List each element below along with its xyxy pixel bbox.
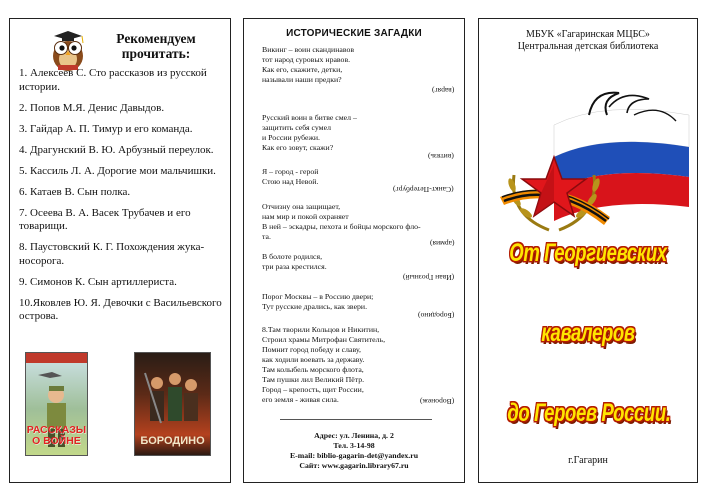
book-item: 7. Осеева В. А. Васек Трубачев и его товарищи. — [19, 206, 191, 232]
riddle-7 — [262, 325, 458, 405]
riddle-5-answer: (Иван Грозный) — [402, 273, 454, 282]
riddle-line: Отчизну она защищает, — [262, 202, 341, 211]
book-cover-war-stories — [25, 352, 88, 456]
book-item: 10.Яковлев Ю. Я. Девочки с Васильевского острова. — [19, 296, 222, 322]
cover2-title: БОРОДИНО — [140, 435, 205, 447]
org-line: Центральная детская библиотека — [517, 40, 659, 52]
cover1-title: РАССКАЗЫ О ВОЙНЕ — [26, 424, 87, 447]
riddle-line: Как его, скажите, детки, — [262, 65, 343, 74]
riddle-line: В болоте родился, — [262, 252, 323, 261]
book-item: 6. Катаев В. Сын полка. — [19, 185, 131, 198]
book-item: 4. Драгунский В. Ю. Арбузный переулок. — [19, 143, 214, 156]
riddle-6-answer: (Бородино) — [417, 311, 454, 320]
email-line: E-mail: biblio-gagarin-det@yandex.ru — [289, 451, 419, 460]
book-item: 8. Паустовский К. Г. Похождения жука-носорога. — [19, 241, 205, 267]
riddle-line: его земля - живая сила. — [262, 395, 339, 404]
riddle-line: 8.Там творили Кольцов и Никитин, — [262, 325, 380, 334]
contact-info — [244, 431, 464, 471]
main-title-line-1: От Георгиевских — [509, 239, 667, 267]
book-item: 3. Гайдар А. П. Тимур и его команда. — [19, 122, 193, 135]
riddle-line: Как его зовут, скажи? — [262, 143, 334, 152]
riddle-1 — [262, 45, 458, 85]
riddle-7-answer: (Воронеж) — [419, 397, 454, 406]
middle-panel — [243, 18, 465, 483]
riddle-line: Викинг – воин скандинавов — [262, 45, 355, 54]
riddle-line: Помнит город победу и славу, — [262, 345, 361, 354]
riddle-4-answer: (армия) — [429, 239, 454, 248]
riddle-line: как ходили воевать за державу. — [262, 355, 365, 364]
right-panel — [478, 18, 698, 483]
riddle-line: и России рубежи. — [262, 133, 320, 142]
org-line: МБУК «Гагаринская МЦБС» — [526, 29, 650, 40]
riddle-line: та. — [262, 232, 271, 241]
book-item: 1. Алексеев С. Сто рассказов из русской истории. — [19, 67, 207, 93]
riddle-line: Там колыбель морского флота, — [262, 365, 364, 374]
website-line: Сайт: www.gagarin.library67.ru — [299, 461, 409, 470]
riddle-2-answer: (витязь) — [428, 152, 454, 161]
riddle-line: Стою над Невой. — [262, 177, 319, 186]
left-panel — [9, 18, 231, 483]
book-item: 9. Симонов К. Сын артиллериста. — [19, 275, 177, 288]
city-name: г.Гагарин — [568, 455, 608, 466]
riddle-3-answer: (Санкт-Петербург) — [393, 185, 454, 194]
riddle-line: Строил храмы Митрофан Святитель, — [262, 335, 386, 344]
riddle-4 — [262, 202, 458, 242]
divider-line — [280, 419, 432, 420]
riddle-line: нам мир и покой охраняет — [262, 212, 349, 221]
recommend-title: Рекомендуем прочитать: — [116, 31, 196, 61]
riddle-line: Тут русские дрались, как звери. — [262, 302, 368, 311]
phone-line: Тел. 3-14-98 — [333, 441, 375, 450]
riddle-1-answer: (варяг) — [431, 86, 454, 95]
book-cover-borodino — [134, 352, 211, 456]
riddle-2 — [262, 113, 458, 153]
riddle-line: Русский воин в битве смел – — [262, 113, 357, 122]
riddle-line: Город – крепость, щит России, — [262, 385, 364, 394]
riddle-line: Порог Москвы – в Россию двери; — [262, 292, 374, 301]
riddle-line: тот народ суровых нравов. — [262, 55, 351, 64]
riddle-6 — [262, 292, 458, 312]
book-list — [19, 67, 225, 331]
riddle-line: Там пушки лил Великий Пётр. — [262, 375, 365, 384]
address-line: Адрес: ул. Ленина, д. 2 — [314, 431, 394, 440]
book-item: 2. Попов М.Я. Денис Давыдов. — [19, 101, 165, 114]
riddle-line: три раза крестился. — [262, 262, 327, 271]
star-emblem-icon — [494, 85, 694, 235]
riddle-5 — [262, 252, 458, 272]
main-title-line-3: до Героев России. — [507, 399, 671, 427]
riddle-line: Я – город - герой — [262, 167, 319, 176]
riddle-3 — [262, 167, 458, 187]
riddle-line: В ней – эскадры, пехота и бойцы морского фло- — [262, 222, 421, 231]
main-title-line-2: кавалеров — [541, 319, 635, 347]
riddle-line: называли наши предки? — [262, 75, 342, 84]
library-name — [479, 29, 697, 52]
riddles-title: ИСТОРИЧЕСКИЕ ЗАГАДКИ — [286, 28, 422, 39]
riddle-line: защитить себя сумел — [262, 123, 331, 132]
book-item: 5. Кассиль Л. А. Дорогие мои мальчишки. — [19, 164, 216, 177]
